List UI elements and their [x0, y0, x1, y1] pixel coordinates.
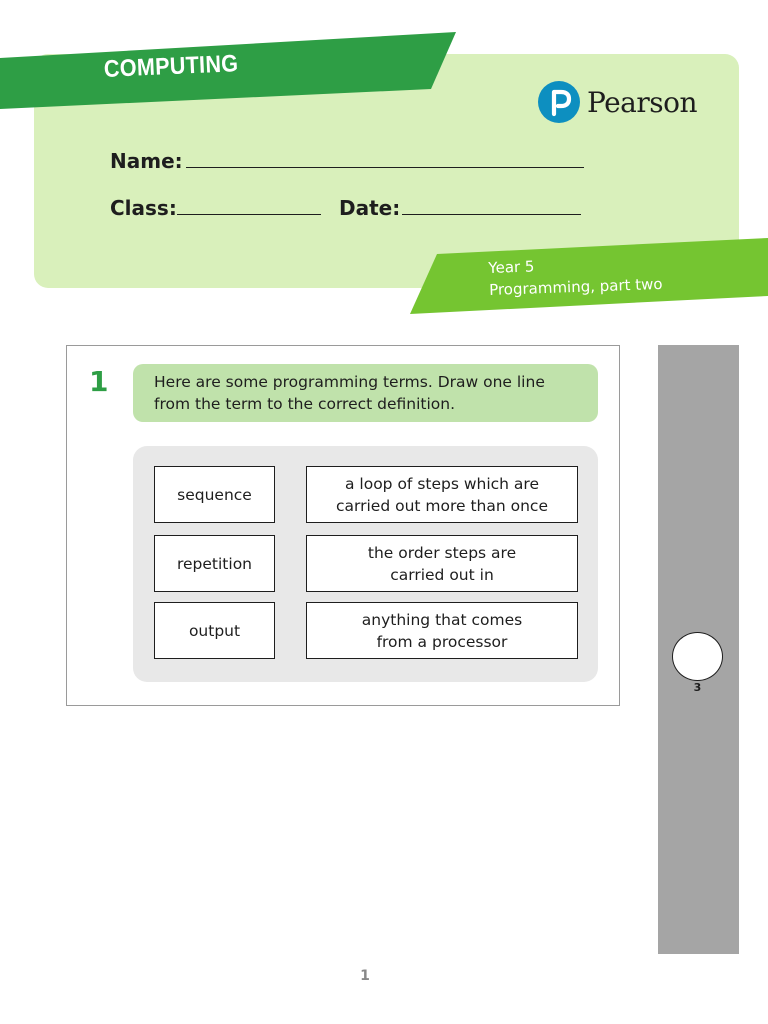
definition-line: carried out more than once — [335, 496, 548, 515]
definition-box-order[interactable] — [306, 535, 578, 592]
publisher-logo — [538, 79, 697, 125]
definition-line: the order steps are — [367, 543, 517, 562]
definition-box-loop[interactable] — [306, 466, 578, 523]
question-number: 1 — [89, 365, 109, 398]
term-box-sequence[interactable] — [154, 466, 275, 523]
class-label: Class: — [110, 196, 177, 220]
term-label: repetition — [176, 554, 253, 573]
definition-line: anything that comes — [361, 610, 523, 629]
page-number: 1 — [360, 968, 370, 984]
marks-available: 3 — [693, 681, 702, 694]
definition-line: from a processor — [376, 632, 508, 651]
unit-label: Programming, part two — [488, 274, 663, 299]
publisher-name: Pearson — [587, 85, 697, 119]
term-box-output[interactable] — [154, 602, 275, 659]
date-field[interactable] — [402, 214, 581, 215]
year-label: Year 5 — [488, 257, 535, 277]
subject-title: COMPUTING — [103, 50, 239, 83]
unit-info — [488, 251, 663, 301]
term-label: sequence — [177, 485, 252, 504]
name-label: Name: — [110, 149, 183, 173]
marks-awarded-circle[interactable] — [672, 632, 723, 681]
definition-box-processor[interactable] — [306, 602, 578, 659]
class-field[interactable] — [177, 214, 321, 215]
name-field[interactable] — [186, 167, 584, 168]
term-label: output — [188, 621, 241, 640]
pearson-p-icon — [538, 81, 580, 123]
date-label: Date: — [339, 196, 401, 220]
term-box-repetition[interactable] — [154, 535, 275, 592]
definition-line: carried out in — [390, 565, 494, 584]
definition-line: a loop of steps which are — [344, 474, 539, 493]
question-instruction: Here are some programming terms. Draw one line from the term to the correct definition. — [133, 364, 598, 422]
